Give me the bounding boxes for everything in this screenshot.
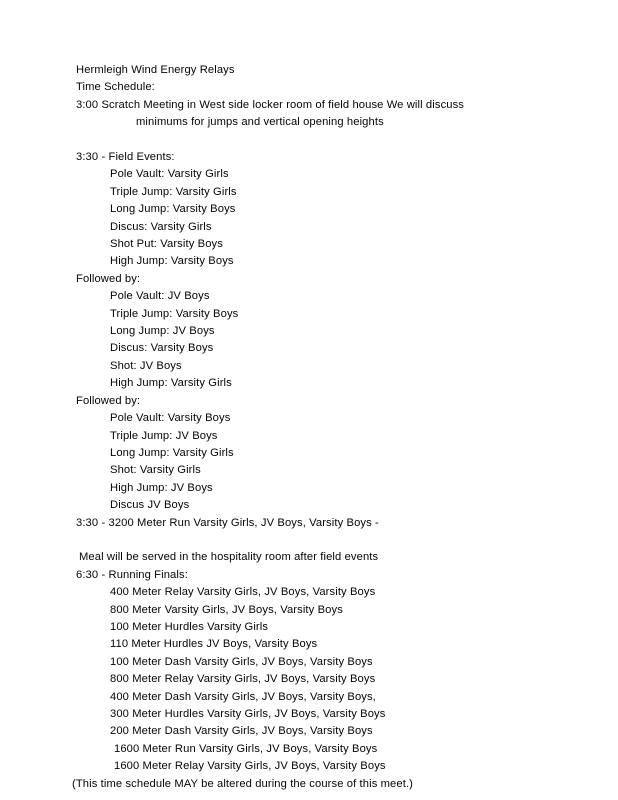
field-event-item: Pole Vault: Varsity Girls [110, 168, 229, 181]
running-final-item: 300 Meter Hurdles Varsity Girls, JV Boys, Varsity Boys [110, 708, 386, 720]
followed-by-1-item: Shot: JV Boys [110, 359, 182, 372]
running-final-item: 800 Meter Relay Varsity Girls, JV Boys, Varsity Boys [110, 673, 376, 686]
followed-by-2-item: Shot: Varsity Girls [110, 464, 201, 477]
schedule-disclaimer: (This time schedule MAY be altered during the course of this meet.) [72, 777, 414, 790]
followed-by-2-item: Pole Vault: Varsity Boys [110, 412, 231, 425]
followed-by-1-item: Discus: Varsity Boys [110, 342, 214, 355]
followed-by-2-item: Long Jump: Varsity Girls [110, 446, 234, 459]
section-spacer [0, 132, 618, 149]
followed-by-heading-1: Followed by: [76, 272, 141, 285]
running-final-item: 400 Meter Relay Varsity Girls, JV Boys, Varsity Boys [110, 586, 376, 599]
meal-note: Meal will be served in the hospitality room after field events [79, 551, 379, 564]
running-final-item: 200 Meter Dash Varsity Girls, JV Boys, Varsity Boys [110, 725, 373, 738]
followed-by-2-item: High Jump: JV Boys [110, 481, 213, 494]
running-final-item: 100 Meter Dash Varsity Girls, JV Boys, Varsity Boys [110, 655, 373, 668]
running-final-item: 100 Meter Hurdles Varsity Girls [110, 620, 269, 633]
field-event-item: Long Jump: Varsity Boys [110, 203, 236, 216]
scratch-meeting-line-1: 3:00 Scratch Meeting in West side locker room of field house We will discuss [76, 98, 465, 111]
field-event-item: Triple Jump: Varsity Girls [110, 185, 237, 198]
section-spacer [0, 532, 618, 549]
followed-by-2-item: Triple Jump: JV Boys [110, 429, 218, 442]
field-event-item: High Jump: Varsity Boys [110, 255, 234, 268]
followed-by-2-item: Discus JV Boys [110, 499, 190, 512]
followed-by-1-item: Triple Jump: Varsity Boys [110, 307, 239, 320]
schedule-body [0, 62, 618, 793]
document-title: Hermleigh Wind Energy Relays [76, 64, 235, 76]
followed-by-1-item: Pole Vault: JV Boys [110, 290, 210, 303]
document-subtitle: Time Schedule: [76, 81, 155, 94]
running-final-item: 1600 Meter Relay Varsity Girls, JV Boys, Varsity Boys [114, 760, 386, 773]
running-final-item: 1600 Meter Run Varsity Girls, JV Boys, Varsity Boys [114, 742, 378, 755]
followed-by-1-item: Long Jump: JV Boys [110, 325, 215, 338]
field-event-item: Discus: Varsity Girls [110, 220, 212, 233]
running-final-item: 110 Meter Hurdles JV Boys, Varsity Boys [110, 638, 318, 651]
running-final-item: 800 Meter Varsity Girls, JV Boys, Varsity Boys [110, 603, 343, 616]
followed-by-1-item: High Jump: Varsity Girls [110, 377, 232, 390]
followed-by-heading-2: Followed by: [76, 394, 141, 407]
field-event-item: Shot Put: Varsity Boys [110, 238, 223, 251]
running-finals-heading: 6:30 - Running Finals: [76, 568, 188, 581]
running-final-item: 400 Meter Dash Varsity Girls, JV Boys, Varsity Boys, [110, 690, 376, 703]
distance-run-line: 3:30 - 3200 Meter Run Varsity Girls, JV Boys, Varsity Boys - [76, 516, 379, 529]
field-events-heading: 3:30 - Field Events: [76, 151, 175, 164]
scratch-meeting-line-2: minimums for jumps and vertical opening heights [136, 116, 384, 129]
